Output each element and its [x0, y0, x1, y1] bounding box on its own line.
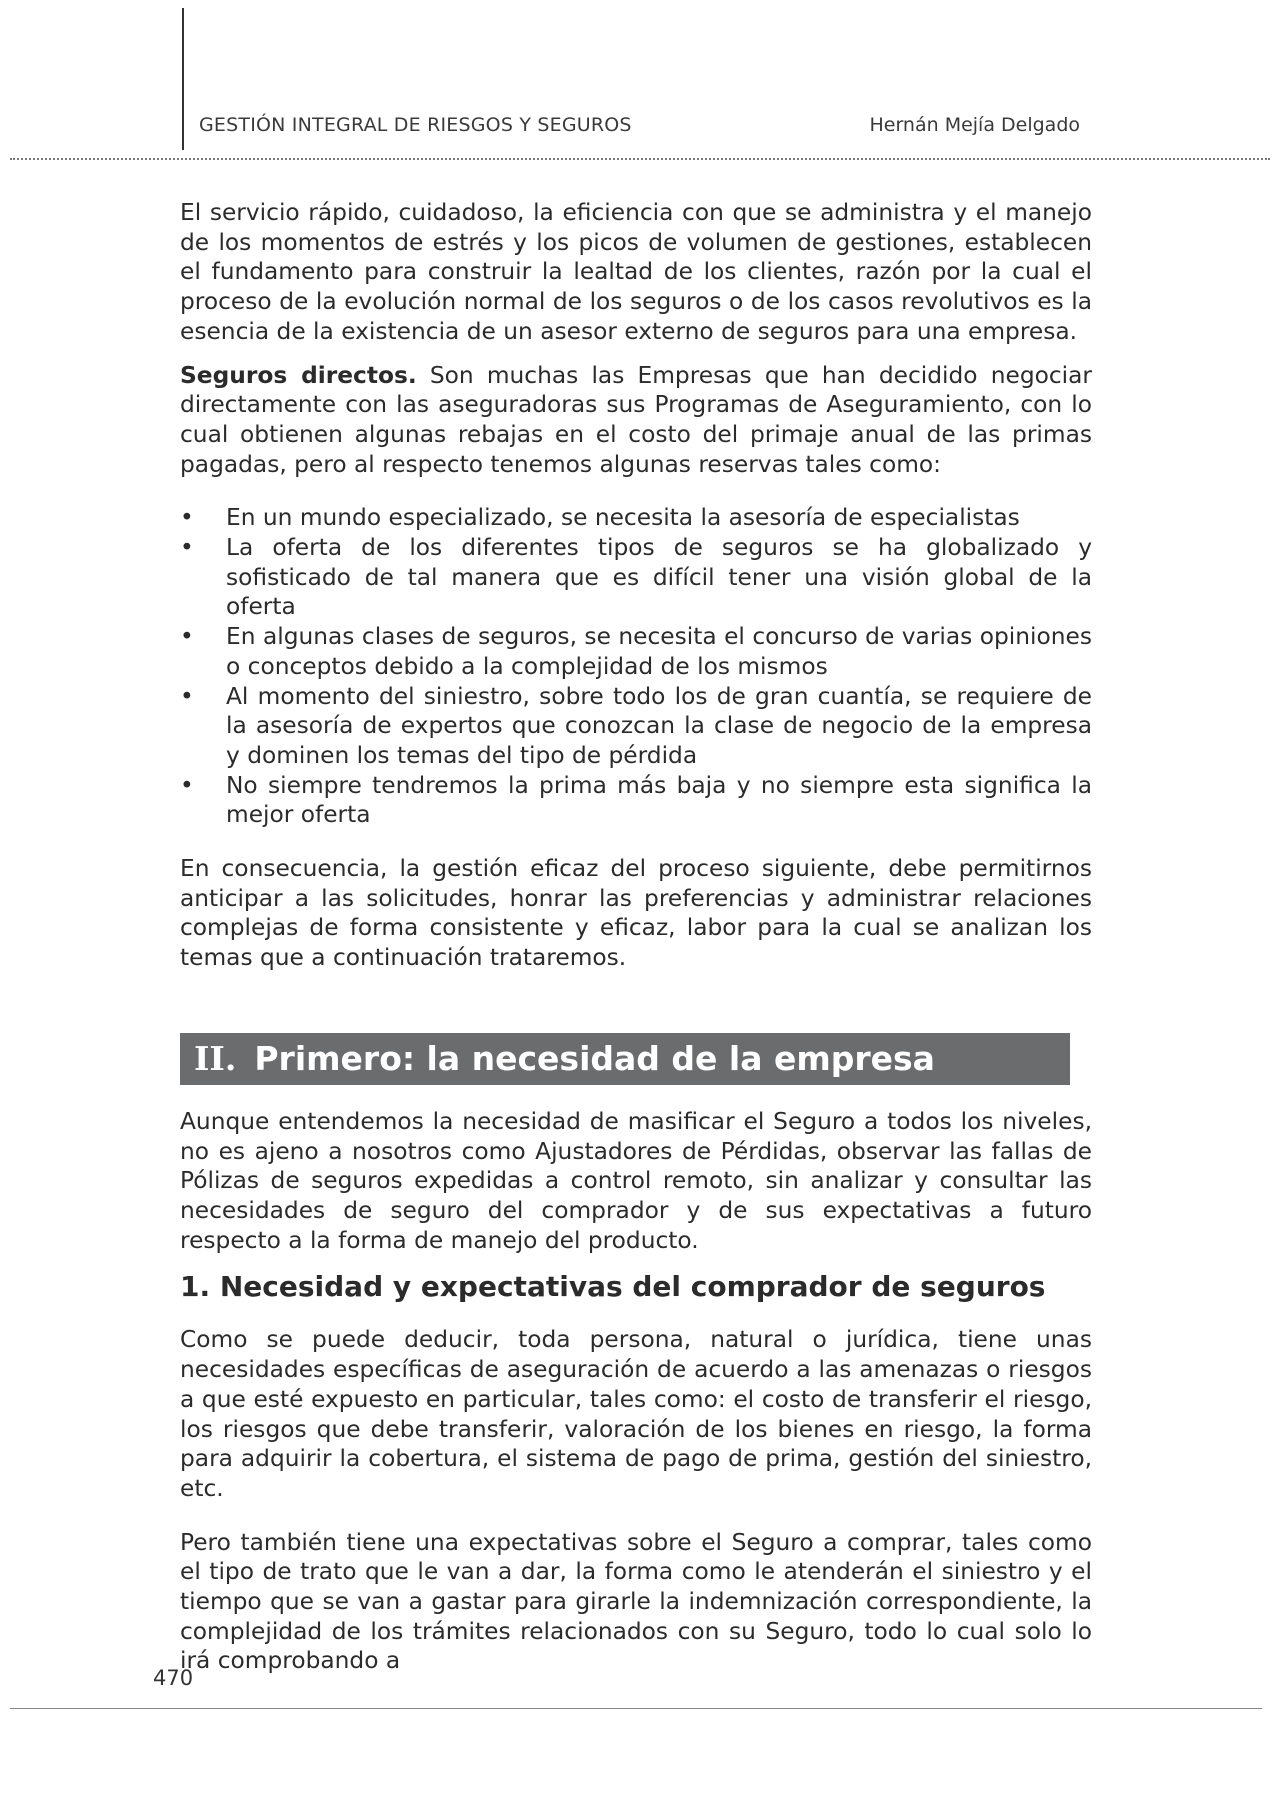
seguros-directos-lead: Seguros directos. [180, 361, 417, 389]
footer-divider [10, 1708, 1262, 1709]
header-vertical-rule [182, 8, 184, 150]
list-item: • En un mundo especializado, se necesita la asesoría de especialistas [180, 504, 1020, 532]
bullet-icon: • [180, 771, 194, 799]
reservations-list [180, 503, 1092, 830]
list-item: • En algunas clases de seguros, se necesita el concurso de varias opiniones o conceptos debido a la complejidad de los mismos [180, 623, 1092, 680]
paragraph-consecuencia: En consecuencia, la gestión eficaz del proceso siguiente, debe permitirnos anticipar a las solicitudes, honrar las preferencias y administrar relaciones complejas de forma consistente y eficaz, labor para la cual se analizan los temas que a continuación trataremos. [180, 855, 1092, 972]
paragraph-pero-tambien: Pero también tiene una expectativas sobre el Seguro a comprar, tales como el tipo de trato que le van a dar, la forma como le atenderán el siniestro y el tiempo que se van a gastar para girarle la indemnización correspondiente, la complejidad de los trámites relacionados con su Seguro, todo lo cual solo lo irá comprobando a [180, 1528, 1092, 1675]
paragraph-como-se-puede: Como se puede deducir, toda persona, natural o jurídica, tiene unas necesidades específicas de aseguración de acuerdo a las amenazas o riesgos a que esté expuesto en particular, tales como: el costo de transferir el riesgo, los riesgos que debe transferir, valoración de los bienes en riesgo, la forma para adquirir la cobertura, el sistema de pago de prima, gestión del siniestro, etc. [180, 1326, 1092, 1502]
section-number: II. [194, 1038, 237, 1078]
paragraph-seguros-directos [180, 361, 1092, 480]
running-header-title: GESTIÓN INTEGRAL DE RIESGOS Y SEGUROS [199, 114, 632, 136]
paragraph-servicio: El servicio rápido, cuidadoso, la eficiencia con que se administra y el manejo de los momentos de estrés y los picos de volumen de gestiones, establecen el fundamento para construir la lealtad de los clientes, razón por la cual el proceso de la evolución normal de los seguros o de los casos revolutivos es la esencia de la existencia de un asesor externo de seguros para una empresa. [180, 199, 1092, 345]
bullet-icon: • [180, 504, 194, 532]
running-header-author: Hernán Mejía Delgado [869, 114, 1080, 136]
page-body [180, 198, 1092, 1690]
section-heading-banner [180, 1033, 1070, 1085]
paragraph-aunque: Aunque entendemos la necesidad de masificar el Seguro a todos los niveles, no es ajeno a nosotros como Ajustadores de Pérdidas, observar las fallas de Pólizas de seguros expedidas a control remoto, sin analizar y consultar las necesidades de seguro del comprador y de sus expectativas a futuro respecto a la forma de manejo del producto. [180, 1107, 1092, 1254]
page-number: 470 [153, 1666, 194, 1690]
section-title: Primero: la necesidad de la empresa [254, 1038, 935, 1078]
header-dotted-divider [10, 158, 1270, 160]
list-item: • No siempre tendremos la prima más baja y no siempre esta significa la mejor oferta [180, 771, 1092, 829]
subsection-heading: 1. Necesidad y expectativas del comprador de seguros [180, 1270, 1046, 1304]
list-item: • La oferta de los diferentes tipos de seguros se ha globalizado y sofisticado de tal manera que es difícil tener una visión global de la oferta [180, 534, 1092, 621]
seguros-directos-text: Son muchas las Empresas que han decidido negociar directamente con las aseguradoras sus Programas de Aseguramiento, con lo cual obtienen algunas rebajas en el costo del primaje anual de las primas pagadas, pero al respecto tenemos algunas reservas tales como: [180, 361, 1092, 478]
bullet-icon: • [180, 682, 194, 710]
list-item: • Al momento del siniestro, sobre todo los de gran cuantía, se requiere de la asesoría de expertos que conozcan la clase de negocio de la empresa y dominen los temas del tipo de pérdida [180, 682, 1092, 769]
bullet-icon: • [180, 534, 194, 562]
bullet-icon: • [180, 623, 194, 651]
